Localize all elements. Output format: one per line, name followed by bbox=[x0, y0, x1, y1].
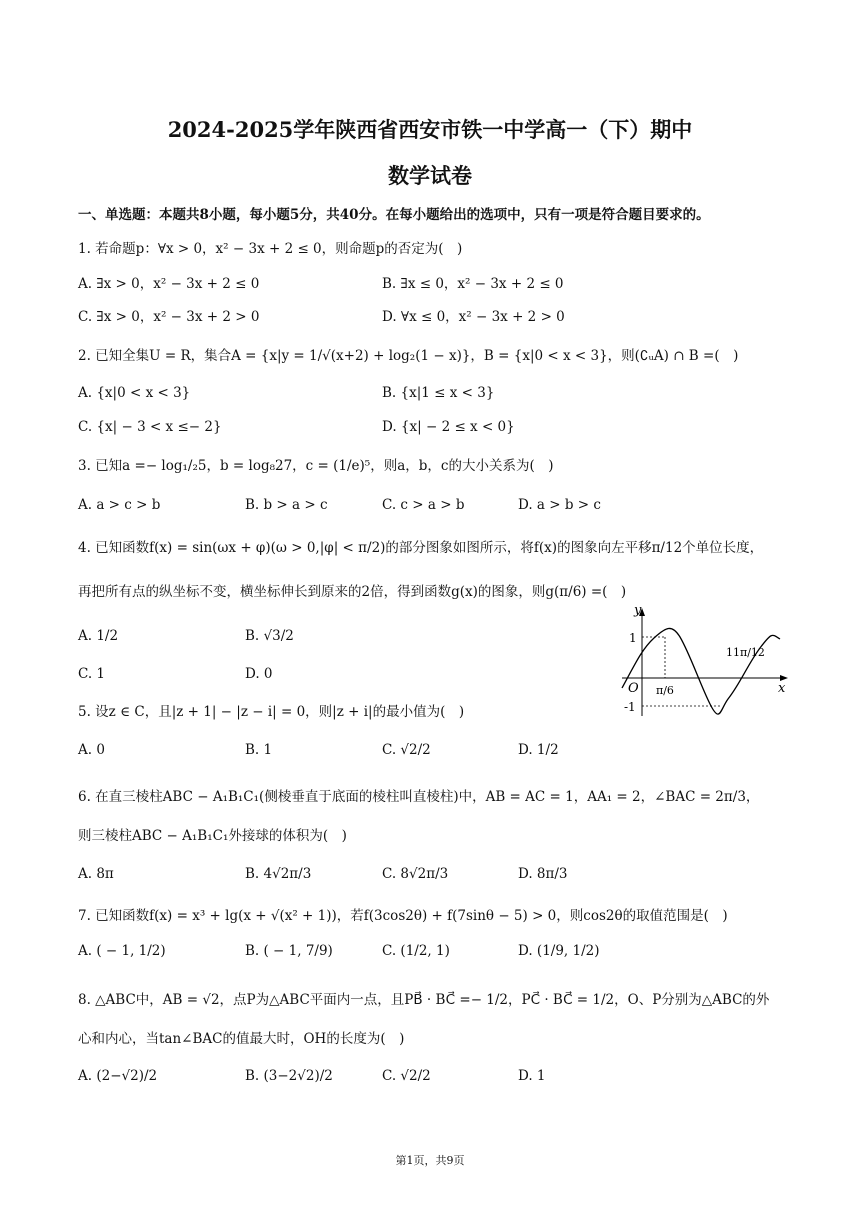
q3-option-b: B. b > a > c bbox=[245, 497, 328, 513]
q8-option-a: A. (2−√2)/2 bbox=[78, 1068, 158, 1084]
question-2-stem: 2. 已知全集U = R，集合A = {x|y = 1/√(x+2) + log₂(1 − x)}，B = {x|0 < x < 3}，则(∁ᵤA) ∩ B =( ) bbox=[78, 348, 739, 364]
q1-option-d: D. ∀x ≤ 0，x² − 3x + 2 > 0 bbox=[382, 309, 565, 325]
q2-option-d: D. {x| − 2 ≤ x < 0} bbox=[382, 419, 515, 435]
q8-option-c: C. √2/2 bbox=[382, 1068, 431, 1084]
question-6-stem: 6. 在直三棱柱ABC − A₁B₁C₁(侧棱垂直于底面的棱柱叫直棱柱)中，AB = AC = 1，AA₁ = 2，∠BAC = 2π/3， bbox=[78, 789, 760, 805]
question-5-stem: 5. 设z ∈ C，且|z + 1| − |z − i| = 0，则|z + i|的最小值为( ) bbox=[78, 704, 465, 720]
question-7-stem: 7. 已知函数f(x) = x³ + lg(x + √(x² + 1))，若f(3cos2θ) + f(7sinθ − 5) > 0，则cos2θ的取值范围是( ) bbox=[78, 908, 728, 924]
question-4-stem-cont: 再把所有点的纵坐标不变，横坐标伸长到原来的2倍，得到函数g(x)的图象，则g(π/6) =( ) bbox=[78, 584, 627, 600]
q4-option-c: C. 1 bbox=[78, 666, 106, 682]
x-label: x bbox=[778, 681, 786, 696]
question-1-stem: 1. 若命题p：∀x > 0，x² − 3x + 2 ≤ 0，则命题p的否定为( ) bbox=[78, 241, 463, 257]
q2-option-b: B. {x|1 ≤ x < 3} bbox=[382, 385, 495, 401]
y-bottom-label: -1 bbox=[624, 700, 636, 714]
q3-option-c: C. c > a > b bbox=[382, 497, 465, 513]
sine-curve bbox=[622, 628, 780, 714]
question-8-stem: 8. △ABC中，AB = √2，点P为△ABC平面内一点，且PB⃗ · BC⃗ =− 1/2，PC⃗ · BC⃗ = 1/2，O、P分别为△ABC的外 bbox=[78, 992, 770, 1008]
section-heading: 一、单选题：本题共8小题，每小题5分，共40分。在每小题给出的选项中，只有一项是符合题目要求的。 bbox=[78, 207, 710, 223]
exam-title: 2024-2025学年陕西省西安市铁一中学高一（下）期中 bbox=[167, 117, 693, 142]
q4-option-b: B. √3/2 bbox=[245, 628, 294, 644]
question-4-stem: 4. 已知函数f(x) = sin(ωx + φ)(ω > 0,|φ| < π/2)的部分图象如图所示，将f(x)的图象向左平移π/12个单位长度， bbox=[78, 540, 764, 556]
q7-option-a: A. ( − 1, 1/2) bbox=[78, 943, 166, 959]
y-top-label: 1 bbox=[629, 631, 637, 645]
q6-option-c: C. 8√2π/3 bbox=[382, 866, 449, 882]
q2-option-a: A. {x|0 < x < 3} bbox=[78, 385, 191, 401]
q5-option-c: C. √2/2 bbox=[382, 742, 431, 758]
question-3-stem: 3. 已知a =− log₁/₂5，b = log₈27，c = (1/e)⁵，则a，b，c的大小关系为( ) bbox=[78, 458, 554, 474]
q1-option-b: B. ∃x ≤ 0，x² − 3x + 2 ≤ 0 bbox=[382, 276, 564, 292]
q5-option-d: D. 1/2 bbox=[518, 742, 559, 758]
q7-option-c: C. (1/2, 1) bbox=[382, 943, 450, 959]
sine-graph bbox=[620, 604, 792, 720]
page-footer: 第1页，共9页 bbox=[395, 1154, 465, 1167]
q3-option-d: D. a > b > c bbox=[518, 497, 601, 513]
q3-option-a: A. a > c > b bbox=[78, 497, 161, 513]
q4-option-a: A. 1/2 bbox=[78, 628, 119, 644]
q5-option-a: A. 0 bbox=[78, 742, 105, 758]
exam-subtitle: 数学试卷 bbox=[388, 163, 472, 188]
q5-option-b: B. 1 bbox=[245, 742, 273, 758]
question-6-stem-cont: 则三棱柱ABC − A₁B₁C₁外接球的体积为( ) bbox=[78, 828, 347, 844]
q7-option-d: D. (1/9, 1/2) bbox=[518, 943, 600, 959]
q6-option-b: B. 4√2π/3 bbox=[245, 866, 312, 882]
y-label: y bbox=[634, 604, 642, 618]
origin-label: O bbox=[628, 681, 639, 696]
q6-option-a: A. 8π bbox=[78, 866, 114, 882]
x-tick-pi-6: π/6 bbox=[656, 684, 674, 697]
q8-option-d: D. 1 bbox=[518, 1068, 546, 1084]
q7-option-b: B. ( − 1, 7/9) bbox=[245, 943, 333, 959]
q6-option-d: D. 8π/3 bbox=[518, 866, 568, 882]
q2-option-c: C. {x| − 3 < x ≤− 2} bbox=[78, 419, 222, 435]
x-tick-11pi-12: 11π/12 bbox=[726, 646, 765, 659]
q1-option-a: A. ∃x > 0，x² − 3x + 2 ≤ 0 bbox=[78, 276, 260, 292]
q8-option-b: B. (3−2√2)/2 bbox=[245, 1068, 333, 1084]
question-8-stem-cont: 心和内心，当tan∠BAC的值最大时，OH的长度为( ) bbox=[78, 1031, 405, 1047]
q4-option-d: D. 0 bbox=[245, 666, 273, 682]
q1-option-c: C. ∃x > 0，x² − 3x + 2 > 0 bbox=[78, 309, 260, 325]
